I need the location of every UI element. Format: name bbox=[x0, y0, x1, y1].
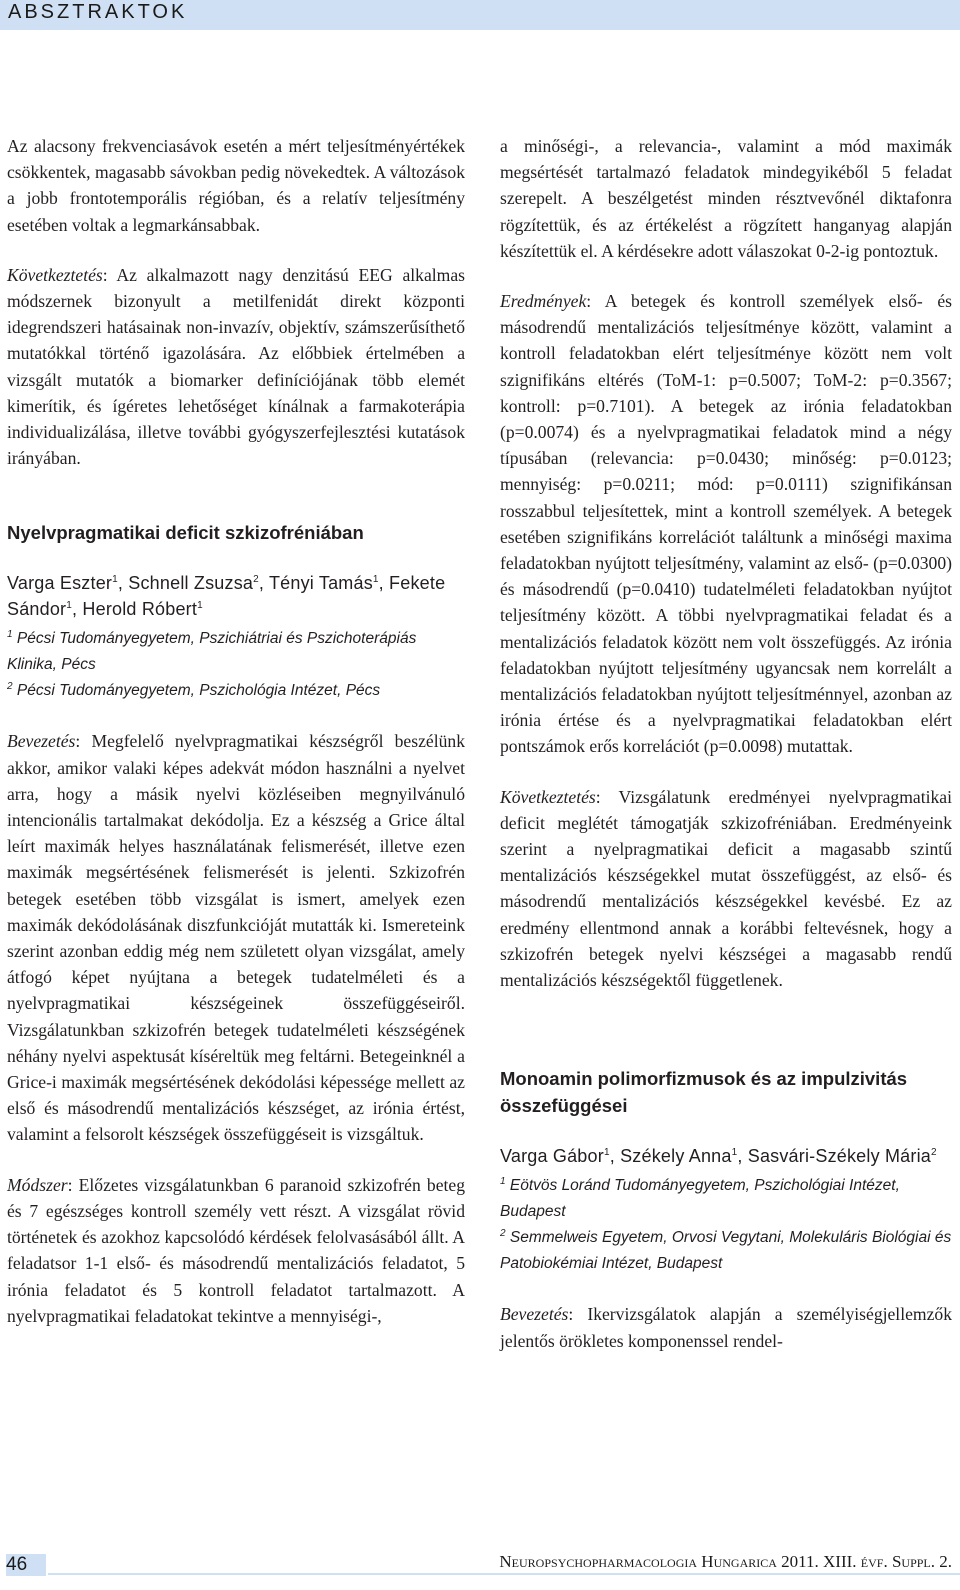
affiliation bbox=[7, 626, 465, 678]
page-header-band bbox=[0, 0, 960, 30]
section-title: Nyelvpragmatikai deficit szkizofréniában bbox=[7, 522, 364, 544]
paragraph-text: : Megfelelő nyelvpragmatikai készségről beszélünk akkor, amikor valaki képes adekvát módon használni a nyelvet arra, hogy a másik nyelvi közléseiben megnyilvánuló intencionális tartalmakat dekódolja. Ez a készség a Grice által leírt maximák helyes használatának felismerését, illetve ezen maximák megsértésének felismerését is jelenti. Szkizofrén betegek esetében több vizsgálat is ismert, amelyek ezen maximák dekódolásának diszfunkcióját mutatták ki. Ismereteink szerint azonban eddig még nem született olyan vizsgálat, amely átfogó képet nyújtana a betegek tudatelméleti és a nyelvpragmatikai készségeinek összefüggéseiről. Vizsgálatunkban szkizofrén betegek tudatelméleti készségének néhány nyelvi aspektusát kíséreltük meg feltárni. Betegeinknél a Grice-i maximák megsértésének dekódolási képessége mellett az első és másodrendű mentalizációs készséget, az irónia értést, valamint a felsorolt készségek összefüggéseit is vizsgáltuk. bbox=[7, 731, 465, 1145]
section-title: Monoamin polimorfizmusok és az impulzivitás összefüggései bbox=[500, 1068, 908, 1117]
affiliation-mark: 1 bbox=[731, 1147, 738, 1159]
affiliation bbox=[500, 1225, 952, 1277]
paragraph-conclusion bbox=[500, 784, 952, 994]
author-name: Varga Gábor bbox=[500, 1146, 604, 1167]
affiliation bbox=[7, 678, 465, 704]
journal-citation: Neuropsychopharmacologia Hungarica 2011. XIII. évf. Suppl. 2. bbox=[499, 1552, 952, 1571]
author-name: , Tényi Tamás bbox=[258, 573, 373, 594]
affiliation-text: Pécsi Tudományegyetem, Pszichológia Intézet, Pécs bbox=[16, 682, 381, 700]
affiliation-text: Eötvös Loránd Tudományegyetem, Pszichológiai Intézet, Budapest bbox=[500, 1177, 900, 1221]
paragraph-results bbox=[500, 288, 952, 760]
affiliation-mark: 1 bbox=[500, 1176, 506, 1188]
author-name: , Fekete Sándor bbox=[7, 573, 446, 620]
author-name: , Székely Anna bbox=[609, 1146, 732, 1167]
author-name: , Schnell Zsuzsa bbox=[117, 573, 254, 594]
paragraph-label: Bevezetés bbox=[500, 1304, 569, 1325]
paragraph-conclusion bbox=[7, 262, 465, 472]
right-column bbox=[500, 133, 952, 1378]
paragraph-label: Módszer bbox=[7, 1174, 68, 1195]
paragraph: a minőségi-, a relevancia-, valamint a mód maximák megsértését tartalmazó feladatok mindegyikéből 5 feladat szerepelt. A beszélgetést minden résztvevőnél diktafonra rögzítettük, és az értékelést a rögzített hanganyag alapján készítettük el. A kérdésekre adott válaszokat 0-2-ig pontoztuk. bbox=[500, 136, 952, 261]
left-column bbox=[7, 133, 465, 1353]
affiliation-mark: 1 bbox=[603, 1147, 610, 1159]
affiliation-mark: 1 bbox=[112, 574, 118, 586]
paragraph-text: : Vizsgálatunk eredményei nyelvpragmatikai deficit meglétét támogatják szkizofréniában. Eredményeink szerint a nyelpragmatikai deficit a magasabb szintű mentalizációs készségekkel mutat összefüggést, az első- és másodrendű mentalizációs készségekkel kevésbé. Ez az eredmény ellentmond annak a korábbi feltevésnek, hogy a szkizofrén betegek nyelvi készségei a magasabb rendű mentalizációs készségektől függetlenek. bbox=[500, 786, 952, 991]
page-header-title: ABSZTRAKTOK bbox=[8, 1, 188, 23]
author-list bbox=[7, 570, 465, 622]
affiliation-mark: 2 bbox=[931, 1147, 937, 1159]
paragraph-label: Bevezetés bbox=[7, 731, 76, 752]
footer-rule bbox=[48, 1573, 960, 1575]
author-name: Varga Eszter bbox=[7, 573, 113, 594]
paragraph-text: : A betegek és kontroll személyek első- és másodrendű mentalizációs teljesítménye között, valamint a kontroll feladatokban elért teljesítménye között nem volt szignifikáns eltérés (ToM-1: p=0.5007; ToM-2: p=0.3567; kontroll: p=0.7101). A betegek az irónia feladatokban (p=0.0074) és a nyelvpragmatikai feladatok mind a négy típusában (relevancia: p=0.0430; minőség: p=0.0123; mennyiség: p=0.0211; mód: p=0.0111) szignifikánsan rosszabbul teljesítettek, mint a kontroll személyek. A betegek esetében szignifikáns korrelációt találtunk a minőségi maxima feladatokban nyújtott teljesítmény, valamint az első- (p=0.0300) és másodrendű (p=0.0410) tudatelméleti feladatokban nyújtot teljesítmény között. A többi nyelvpragmatikai feladat és a mentalizációs feladatok között nem volt összefüggés. Az irónia feladatokban nyújtott teljesítmény ugyancsak nem korrelált a mentalizációs feladatokban nyújtott teljesítménnyel, azonban az irónia értése és a nyelvpragmatikai feladatokban elért pontszámok erős korrelációt (p=0.0098) mutattak. bbox=[500, 291, 952, 757]
affiliation-text: Pécsi Tudományegyetem, Pszichiátriai és Pszichoterápiás Klinika, Pécs bbox=[7, 630, 417, 674]
paragraph: Az alacsony frekvenciasávok esetén a mért teljesítményértékek csökkentek, magasabb sávokban pedig növekedtek. A változások a jobb frontotemporális régióban, és a relatív teljesítmény esetében voltak a legmarkánsabbak. bbox=[7, 136, 465, 235]
affiliation-mark: 1 bbox=[66, 600, 73, 612]
paragraph-text: : Ikervizsgálatok alapján a személyiségjellemzők jelentős örökletes komponenssel rendel- bbox=[500, 1304, 952, 1351]
paragraph-text: : Előzetes vizsgálatunkban 6 paranoid szkizofrén beteg és 7 egészséges kontroll személy vett részt. A vizsgálat rövid történetek és azokhoz kapcsolódó kérdések felolvasásából állt. A feladatsor 1-1 első- és másodrendű mentalizációs feladatot, 5 irónia feladatot és 5 kontroll feladatot tartalmazott. A nyelvpragmatikai feladatokat tekintve a mennyiségi-, bbox=[7, 1174, 465, 1326]
affiliation-text: Semmelweis Egyetem, Orvosi Vegytani, Molekuláris Biológiai és Patobiokémiai Intézet, Budapest bbox=[500, 1229, 952, 1273]
paragraph-method bbox=[7, 1172, 465, 1329]
affiliation-mark: 1 bbox=[197, 600, 203, 612]
paragraph-label: Következtetés bbox=[7, 264, 103, 285]
paragraph-text: : Az alkalmazott nagy denzitású EEG alkalmas módszernek bizonyult a metilfenidát direkt központi idegrendszeri hatásainak non-invazív, objektív, számszerűsíthető mutatókkal történő igazolására. Az előbbiek értelmében a vizsgált mutatók a biomarker definíciójának több elemét kimerítik, és ígéretes lehetőséget kínálnak a farmakoterápia individualizálása, illetve további gyógyszerfejlesztési kutatások irányában. bbox=[7, 264, 465, 469]
affiliation-mark: 1 bbox=[372, 574, 379, 586]
paragraph-label: Következtetés bbox=[500, 786, 596, 807]
author-name: , Herold Róbert bbox=[72, 599, 198, 620]
affiliation-mark: 2 bbox=[7, 681, 13, 693]
affiliation-mark: 1 bbox=[7, 629, 13, 641]
paragraph-introduction bbox=[500, 1301, 952, 1353]
affiliation-mark: 2 bbox=[253, 574, 259, 586]
paragraph-label: Eredmények bbox=[500, 291, 587, 312]
affiliation bbox=[500, 1173, 952, 1225]
author-list bbox=[500, 1143, 952, 1169]
author-name: , Sasvári-Székely Mária bbox=[737, 1146, 931, 1167]
page-number: 46 bbox=[6, 1554, 46, 1576]
affiliation-mark: 2 bbox=[500, 1228, 506, 1240]
paragraph-introduction bbox=[7, 728, 465, 1147]
